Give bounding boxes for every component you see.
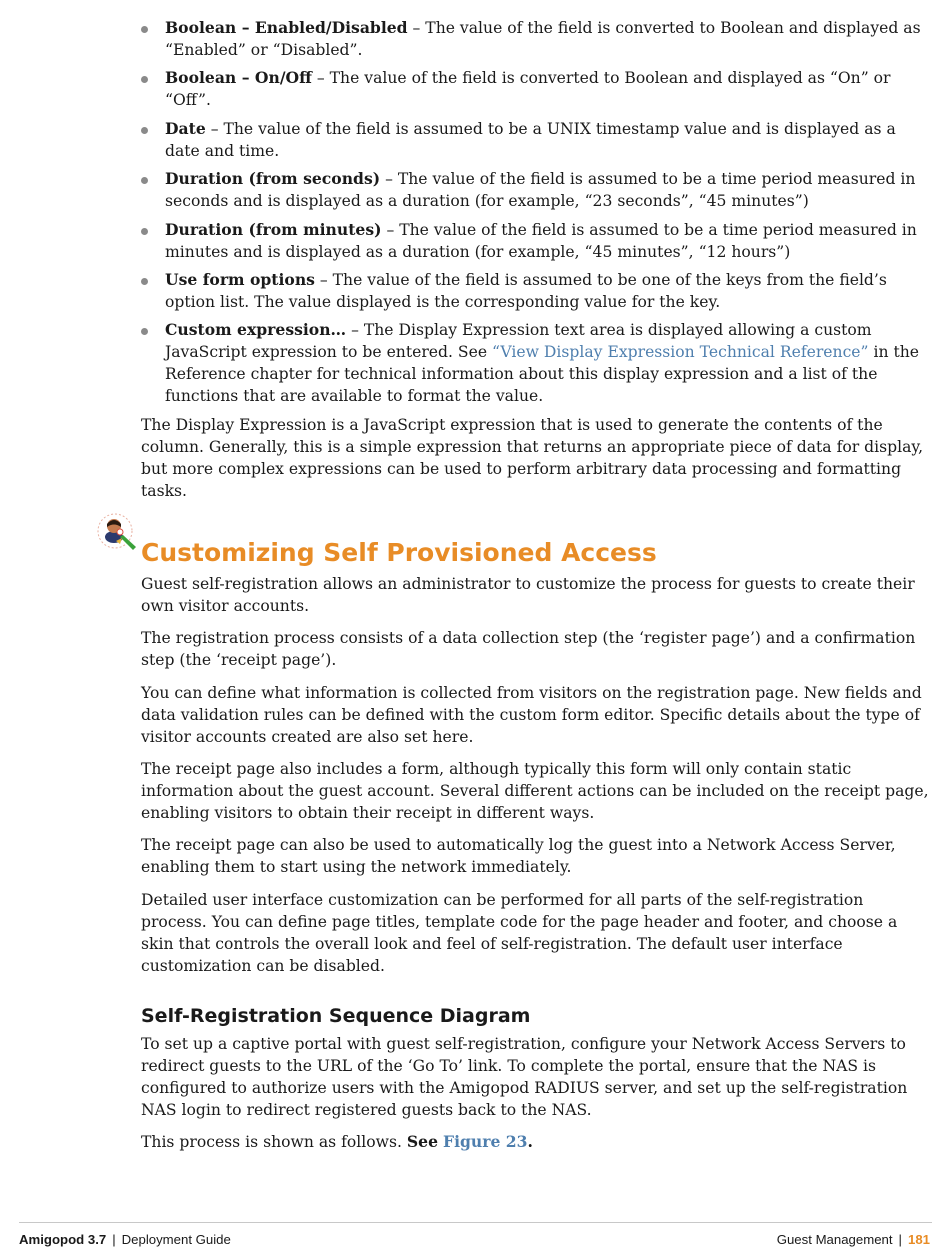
guest-person-icon: [96, 511, 138, 553]
period: .: [527, 1132, 533, 1152]
body-paragraph: The receipt page also includes a form, although typically this form will only contain static information about the guest account. Several different actions can be included on the receipt page, enabling visitors to obtain their receipt in different ways.: [141, 759, 929, 822]
list-item-term: Date: [165, 118, 206, 138]
list-item-term: Duration (from minutes): [165, 219, 382, 239]
list-item-term: Duration (from seconds): [165, 169, 381, 189]
list-item-text: – The value of the field is converted to Boolean and displayed as “Enabled” or “Disabled”.: [165, 19, 921, 59]
list-item-text: – The value of the field is converted to Boolean and displayed as “On” or “Off”.: [165, 69, 891, 110]
list-item: [141, 319, 931, 407]
list-item-text: – The value of the field is assumed to be a time period measured in minutes and is displayed as a duration (for example, “45 minutes”, “12 hours”): [165, 220, 917, 261]
footer-separator: |: [898, 1232, 902, 1247]
process-text: This process is shown as follows.: [141, 1133, 407, 1152]
list-item-term: Boolean – On/Off: [165, 68, 312, 88]
bullet-icon: [141, 26, 148, 33]
list-item-text-after: in the Reference chapter for technical information about this display expression and a list of the functions that are available to format the value.: [165, 343, 919, 406]
list-item: [141, 17, 931, 61]
bullet-icon: [141, 177, 148, 184]
list-item: [141, 118, 931, 162]
body-paragraph: The receipt page can also be used to automatically log the guest into a Network Access Server, enabling them to start using the network immediately.: [141, 836, 896, 877]
list-item-text: – The value of the field is assumed to be a time period measured in seconds and is displayed as a duration (for example, “23 seconds”, “45 minutes”): [165, 170, 916, 211]
display-expression-reference-link[interactable]: “View Display Expression Technical Reference”: [492, 343, 869, 362]
footer-chapter: Guest Management: [776, 1232, 893, 1247]
body-paragraph: You can define what information is collected from visitors on the registration page. New fields and data validation rules can be defined with the custom form editor. Specific details about the type of visitor accounts created are also set here.: [141, 683, 922, 746]
bullet-icon: [141, 228, 148, 235]
body-paragraph: The registration process consists of a data collection step (the ‘register page’) and a confirmation step (the ‘receipt page’).: [141, 629, 916, 670]
subsection-heading: Self-Registration Sequence Diagram: [141, 1004, 531, 1027]
bullet-icon: [141, 328, 148, 335]
body-paragraph: Guest self-registration allows an administrator to customize the process for guests to create their own visitor accounts.: [141, 574, 915, 615]
list-item: [141, 67, 931, 111]
bullet-icon: [141, 127, 148, 134]
section-heading: Customizing Self Provisioned Access: [141, 537, 657, 567]
footer-right: [777, 1232, 930, 1247]
list-item-term: Custom expression…: [165, 320, 347, 340]
list-item-text: – The value of the field is assumed to be a UNIX timestamp value and is displayed as a date and time.: [165, 119, 896, 160]
bullet-icon: [141, 76, 148, 83]
bullet-icon: [141, 278, 148, 285]
page-content: [141, 17, 931, 1153]
display-expression-paragraph: The Display Expression is a JavaScript expression that is used to generate the contents of the column. Generally, this is a simple expression that returns an appropriate piece of data for display, but more complex expressions can be used to perform arbitrary data processing and formatting tasks.: [141, 415, 924, 500]
figure-link[interactable]: Figure 23: [443, 1132, 528, 1152]
list-item-text: – The value of the field is assumed to be one of the keys from the field’s option list. The value displayed is the corresponding value for the key.: [165, 270, 887, 311]
page-number: 181: [907, 1232, 930, 1247]
list-item: [141, 219, 931, 263]
footer-left: [19, 1232, 231, 1247]
list-item-term: Boolean – Enabled/Disabled: [165, 18, 408, 37]
list-item-term: Use form options: [165, 269, 315, 289]
footer-separator: |: [112, 1232, 116, 1247]
display-function-list: [141, 17, 931, 407]
footer-divider: [19, 1222, 932, 1223]
list-item-text: – The Display Expression text area is displayed allowing a custom JavaScript expression to be entered. See: [165, 321, 872, 362]
see-label: See: [406, 1132, 439, 1152]
body-paragraph: To set up a captive portal with guest self-registration, configure your Network Access Servers to redirect guests to the URL of the ‘Go To’ link. To complete the portal, ensure that the NAS is configured to authorize users with the Amigopod RADIUS server, and set up the self-registration NAS login to redirect registered guests back to the NAS.: [141, 1034, 908, 1119]
body-paragraph: Detailed user interface customization can be performed for all parts of the self-registration process. You can define page titles, template code for the page header and footer, and choose a skin that controls the overall look and feel of self-registration. The default user interface customization can be disabled.: [141, 890, 898, 975]
list-item: [141, 168, 931, 212]
page-footer: [19, 1232, 932, 1250]
list-item: [141, 269, 931, 313]
footer-guide: Deployment Guide: [121, 1232, 231, 1247]
footer-product: Amigopod 3.7: [19, 1232, 107, 1247]
process-paragraph: [141, 1131, 931, 1153]
